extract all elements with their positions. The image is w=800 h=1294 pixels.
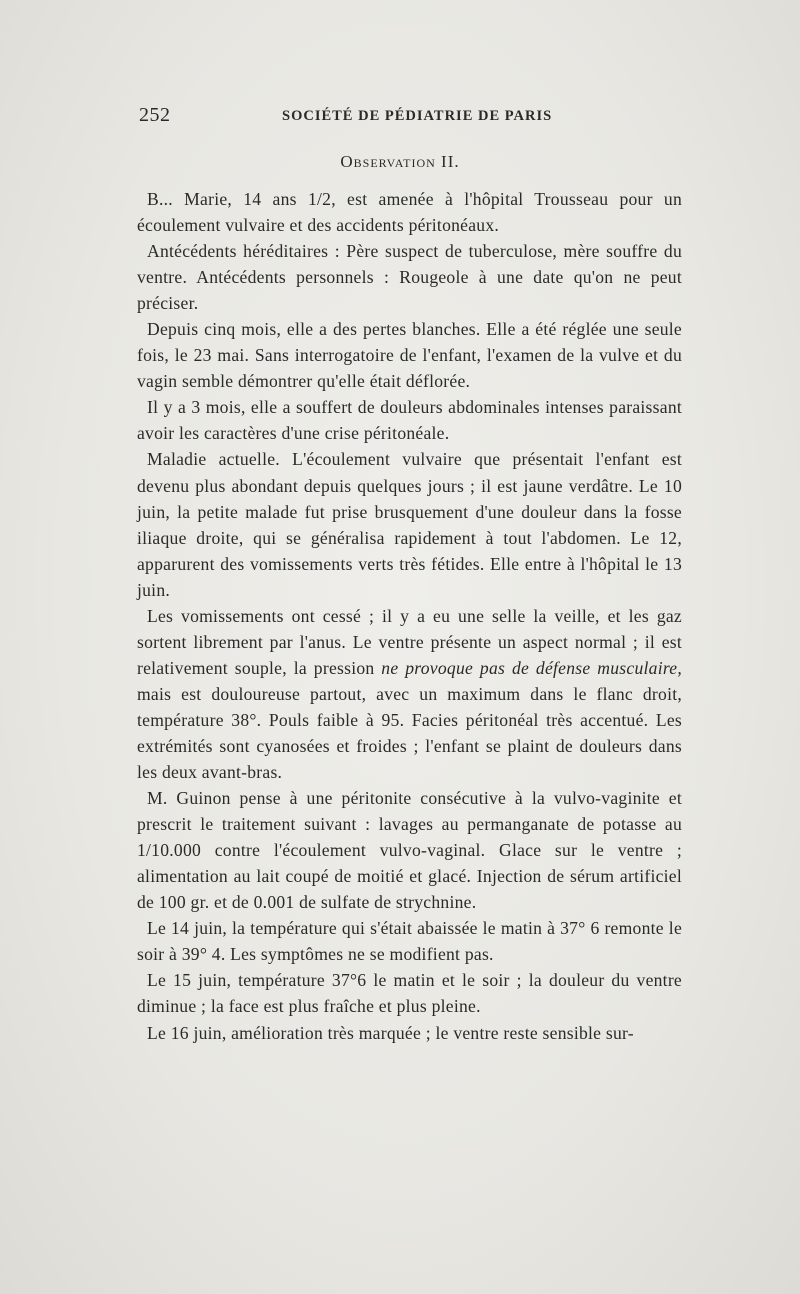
running-head: SOCIÉTÉ DE PÉDIATRIE DE PARIS	[282, 108, 553, 124]
page-header	[139, 104, 689, 132]
observation-title-text: Observation II.	[340, 152, 460, 171]
paragraph-2: Antécédents héréditaires : Père suspect de tuberculose, mère souffre du ventre. Antécédents personnels : Rougeole à une date qu'on ne peut préciser.	[137, 241, 682, 314]
paragraph-9: Le 15 juin, température 37°6 le matin et le soir ; la douleur du ventre diminue ; la face est plus fraîche et plus pleine.	[137, 970, 682, 1017]
page-number: 252	[139, 104, 171, 126]
paragraph-8: Le 14 juin, la température qui s'était abaissée le matin à 37° 6 remonte le soir à 39° 4. Les symptômes ne se modifient pas.	[137, 918, 682, 965]
paragraph-3: Depuis cinq mois, elle a des pertes blanches. Elle a été réglée une seule fois, le 23 mai. Sans interrogatoire de l'enfant, l'examen de la vulve et du vagin semble démontrer qu'elle était déflorée.	[137, 319, 682, 392]
paragraph-7: M. Guinon pense à une péritonite consécutive à la vulvo-vaginite et prescrit le traitement suivant : lavages au permanganate de potasse au 1/10.000 contre l'écoulement vulvo-vaginal. Glace sur le ventre ; alimentation au lait coupé de moitié et glacé. Injection de sérum artificiel de 100 gr. et de 0.001 de sulfate de strychnine.	[137, 788, 682, 913]
paragraph-4: Il y a 3 mois, elle a souffert de douleurs abdominales intenses paraissant avoir les caractères d'une crise péritonéale.	[137, 397, 682, 444]
paragraph-10: Le 16 juin, amélioration très marquée ; le ventre reste sensible sur-	[147, 1022, 634, 1043]
paragraph-6-end: mais est douloureuse partout, avec un maximum dans le flanc droit, température 38°. Pouls faible à 95. Facies péritonéal très accentué. Les extrémités sont cyanosées et froides ; l'enfant se plaint de douleurs dans les deux avant-bras.	[137, 683, 682, 783]
paragraph-6-italic: ne provoque pas de défense musculaire,	[381, 657, 682, 678]
paragraph-6	[137, 603, 682, 785]
body-text	[137, 186, 682, 1046]
paragraph-6-start: Les vomissements ont cessé ; il y a eu une selle la veille, et les gaz sortent librement par l'anus. Le ventre présente un aspect normal ; il est relativement souple, la pression	[137, 605, 682, 678]
paragraph-5: Maladie actuelle. L'écoulement vulvaire que présentait l'enfant est devenu plus abondant depuis quelques jours ; il est jaune verdâtre. Le 10 juin, la petite malade fut prise brusquement d'une douleur dans la fosse iliaque droite, qui se généralisa rapidement à tout l'abdomen. Le 12, apparurent des vomissements verts très fétides. Elle entre à l'hôpital le 13 juin.	[137, 449, 682, 600]
observation-title	[0, 152, 800, 172]
paragraph-1: B... Marie, 14 ans 1/2, est amenée à l'hôpital Trousseau pour un écoulement vulvaire et des accidents péritonéaux.	[137, 189, 682, 236]
